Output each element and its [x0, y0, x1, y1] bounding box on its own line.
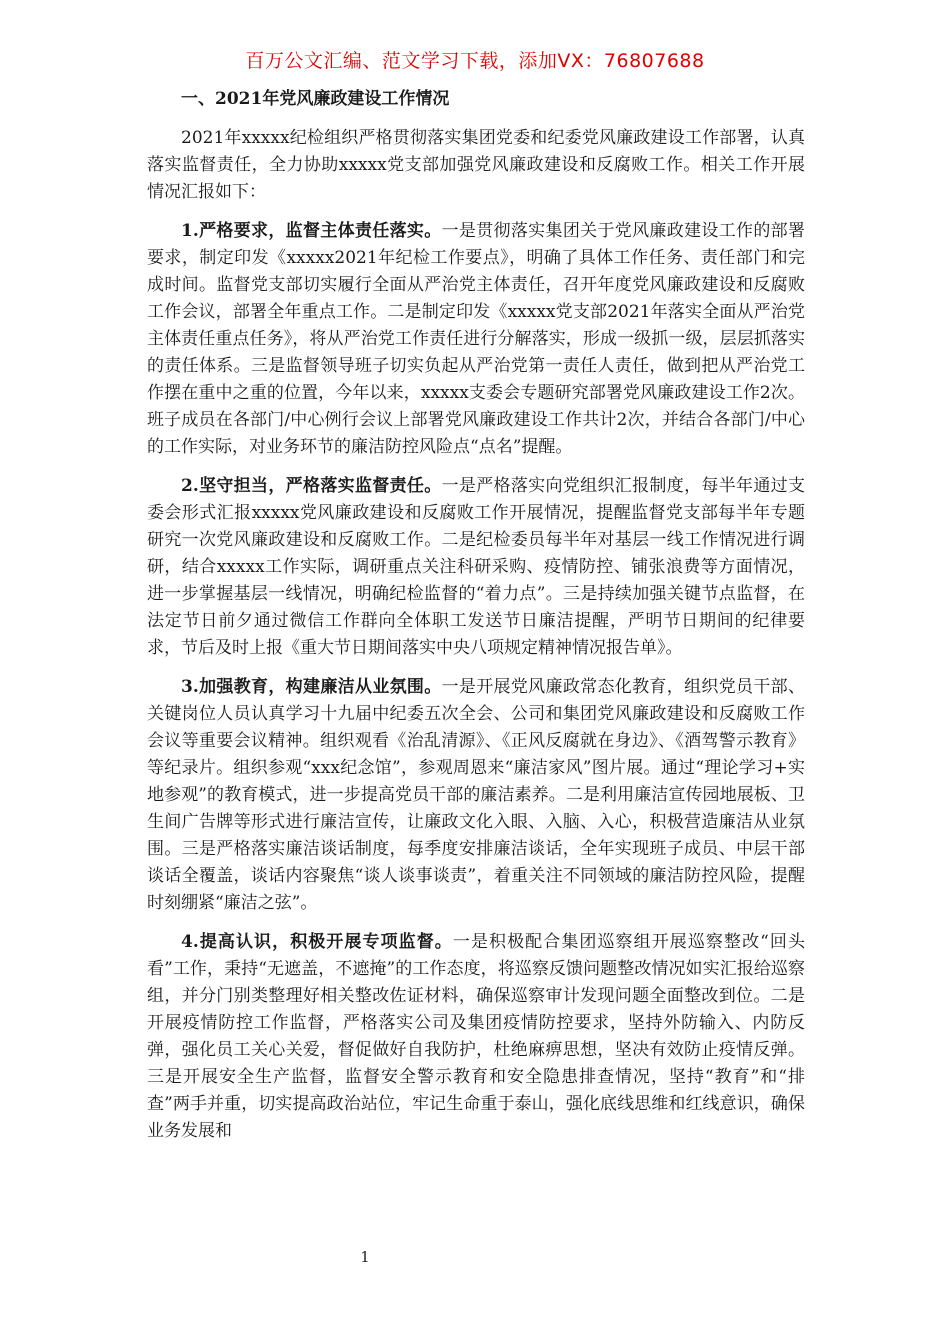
paragraph-4-body: 一是积极配合集团巡察组开展巡察整改“回头看”工作，秉持“无遮盖，不遮掩”的工作态度，将巡察反馈问题整改情况如实汇报给巡察组，并分门别类整理好相关整改佐证材料，确保巡察审计发现问题全面整改到位。二是开展疫情防控工作监督，严格落实公司及集团疫情防控要求，坚持外防输入、内防反弹，强化员工关心关爱，督促做好自我防护，杜绝麻痹思想，坚决有效防止疫情反弹。三是开展安全生产监督，监督安全警示教育和安全隐患排查情况，坚持“教育”和“排查”两手并重，切实提高政治站位，牢记生命重于泰山，强化底线思维和红线意识，确保业务发展和 — [147, 932, 805, 1141]
paragraph-3 — [147, 674, 805, 917]
paragraph-1-lead: 1.严格要求，监督主体责任落实。 — [181, 221, 442, 241]
paragraph-4-lead: 4.提高认识，积极开展专项监督。 — [181, 932, 453, 952]
paragraph-3-lead: 3.加强教育，构建廉洁从业氛围。 — [181, 677, 442, 697]
section-heading: 一、2021年党风廉政建设工作情况 — [181, 89, 450, 109]
page-number: 1 — [360, 1248, 370, 1266]
paragraph-2-body: 一是严格落实向党组织汇报制度，每半年通过支委会形式汇报xxxxx党风廉政建设和反腐败工作开展情况，提醒监督党支部每半年专题研究一次党风廉政建设和反腐败工作。二是纪检委员每半年对基层一线工作情况进行调研，结合xxxxx工作实际，调研重点关注科研采购、疫情防控、铺张浪费等方面情况，进一步掌握基层一线情况，明确纪检监督的“着力点”。三是持续加强关键节点监督，在法定节日前夕通过微信工作群向全体职工发送节日廉洁提醒，严明节日期间的纪律要求，节后及时上报《重大节日期间落实中央八项规定精神情况报告单》。 — [147, 476, 806, 658]
paragraph-1 — [147, 218, 805, 461]
paragraph-4 — [147, 929, 805, 1145]
paragraph-2-lead: 2.坚守担当，严格落实监督责任。 — [181, 476, 442, 496]
promo-banner: 百万公文汇编、范文学习下载，添加VX：76807688 — [245, 50, 705, 72]
paragraph-3-body: 一是开展党风廉政常态化教育，组织党员干部、关键岗位人员认真学习十九届中纪委五次全会、公司和集团党风廉政建设和反腐败工作会议等重要会议精神。组织观看《治乱清源》、《正风反腐就在身边》、《酒驾警示教育》等纪录片。组织参观“xxx纪念馆”，参观周恩来“廉洁家风”图片展。通过“理论学习+实地参观”的教育模式，进一步提高党员干部的廉洁素养。二是利用廉洁宣传园地展板、卫生间广告牌等形式进行廉洁宣传，让廉政文化入眼、入脑、入心，积极营造廉洁从业氛围。三是严格落实廉洁谈话制度，每季度安排廉洁谈话，全年实现班子成员、中层干部谈话全覆盖，谈话内容聚焦“谈人谈事谈责”，着重关注不同领域的廉洁防控风险，提醒时刻绷紧“廉洁之弦”。 — [147, 677, 806, 913]
intro-paragraph: 2021年xxxxx纪检组织严格贯彻落实集团党委和纪委党风廉政建设工作部署，认真落实监督责任，全力协助xxxxx党支部加强党风廉政建设和反腐败工作。相关工作开展情况汇报如下： — [147, 128, 805, 202]
paragraph-2 — [147, 473, 805, 662]
document-body — [147, 86, 805, 1157]
paragraph-1-body: 一是贯彻落实集团关于党风廉政建设工作的部署要求，制定印发《xxxxx2021年纪检工作要点》，明确了具体工作任务、责任部门和完成时间。监督党支部切实履行全面从严治党主体责任，召开年度党风廉政建设和反腐败工作会议，部署全年重点工作。二是制定印发《xxxxx党支部2021年落实全面从严治党主体责任重点任务》，将从严治党工作责任进行分解落实，形成一级抓一级，层层抓落实的责任体系。三是监督领导班子切实负起从严治党第一责任人责任，做到把从严治党工作摆在重中之重的位置，今年以来，xxxxx支委会专题研究部署党风廉政建设工作2次。班子成员在各部门/中心例行会议上部署党风廉政建设工作共计2次，并结合各部门/中心的工作实际，对业务环节的廉洁防控风险点“点名”提醒。 — [147, 221, 806, 457]
